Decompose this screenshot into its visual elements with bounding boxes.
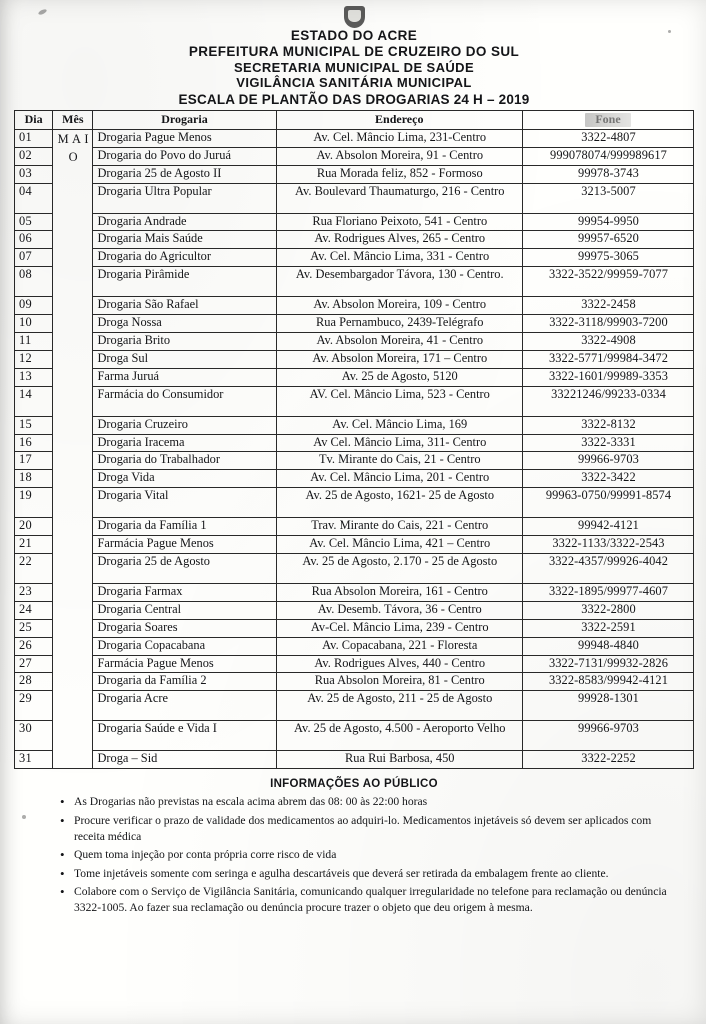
cell-dia: 28: [15, 673, 53, 691]
crest-container: [14, 6, 694, 28]
list-item: • Tome injetáveis somente com seringa e agulha descartáveis que deverá ser retirada da embalagem frente ao cliente.: [60, 866, 680, 882]
cell-drogaria: Farmácia do Consumidor: [93, 386, 276, 416]
cell-fone: 99928-1301: [522, 691, 693, 721]
cell-fone: 3322-3422: [522, 470, 693, 488]
cell-dia: 26: [15, 637, 53, 655]
cell-dia: 16: [15, 434, 53, 452]
cell-endereco: Av. Absolon Moreira, 91 - Centro: [276, 147, 522, 165]
cell-dia: 22: [15, 554, 53, 584]
cell-drogaria: Droga Vida: [93, 470, 276, 488]
table-header-row: [15, 111, 694, 129]
column-header-fone-label: Fone: [585, 113, 630, 126]
cell-drogaria: Drogaria Acre: [93, 691, 276, 721]
cell-dia: 25: [15, 619, 53, 637]
cell-endereco: Rua Absolon Moreira, 161 - Centro: [276, 584, 522, 602]
cell-fone: 3322-4357/99926-4042: [522, 554, 693, 584]
table-row: [15, 554, 694, 584]
cell-endereco: Tv. Mirante do Cais, 21 - Centro: [276, 452, 522, 470]
cell-dia: 06: [15, 231, 53, 249]
table-row: [15, 434, 694, 452]
cell-drogaria: Droga – Sid: [93, 751, 276, 769]
cell-dia: 24: [15, 601, 53, 619]
cell-drogaria: Drogaria São Rafael: [93, 297, 276, 315]
document-header: [14, 28, 694, 107]
cell-drogaria: Drogaria Mais Saúde: [93, 231, 276, 249]
cell-fone: 3322-1601/99989-3353: [522, 368, 693, 386]
table-row: [15, 470, 694, 488]
cell-mes: [53, 129, 93, 768]
cell-endereco: Av. Rodrigues Alves, 265 - Centro: [276, 231, 522, 249]
column-header-endereco: Endereço: [276, 111, 522, 129]
cell-endereco: Av. 25 de Agosto, 4.500 - Aeroporto Velho: [276, 721, 522, 751]
table-row: [15, 315, 694, 333]
list-item: • Quem toma injeção por conta própria corre risco de vida: [60, 847, 680, 863]
cell-endereco: Av. Desembargador Távora, 130 - Centro.: [276, 267, 522, 297]
cell-drogaria: Farma Juruá: [93, 368, 276, 386]
cell-fone: 99942-4121: [522, 518, 693, 536]
cell-drogaria: Drogaria 25 de Agosto II: [93, 165, 276, 183]
cell-dia: 11: [15, 332, 53, 350]
cell-drogaria: Drogaria Saúde e Vida I: [93, 721, 276, 751]
cell-endereco: Rua Floriano Peixoto, 541 - Centro: [276, 213, 522, 231]
table-row: [15, 332, 694, 350]
cell-fone: 3213-5007: [522, 183, 693, 213]
cell-endereco: Av. Cel. Mâncio Lima, 201 - Centro: [276, 470, 522, 488]
cell-dia: 14: [15, 386, 53, 416]
cell-dia: 29: [15, 691, 53, 721]
column-header-mes: Mês: [53, 111, 93, 129]
table-row: [15, 213, 694, 231]
cell-dia: 12: [15, 350, 53, 368]
cell-endereco: AV. Cel. Mâncio Lima, 523 - Centro: [276, 386, 522, 416]
table-row: [15, 751, 694, 769]
cell-endereco: Rua Absolon Moreira, 81 - Centro: [276, 673, 522, 691]
table-row: [15, 249, 694, 267]
table-row: [15, 673, 694, 691]
info-list: [60, 794, 680, 915]
cell-drogaria: Drogaria Iracema: [93, 434, 276, 452]
cell-dia: 15: [15, 416, 53, 434]
table-row: [15, 147, 694, 165]
table-row: [15, 386, 694, 416]
cell-endereco: Av. 25 de Agosto, 1621- 25 de Agosto: [276, 488, 522, 518]
cell-fone: 3322-8132: [522, 416, 693, 434]
cell-fone: 99963-0750/99991-8574: [522, 488, 693, 518]
cell-fone: 3322-3331: [522, 434, 693, 452]
table-row: [15, 655, 694, 673]
cell-fone: 3322-1133/3322-2543: [522, 536, 693, 554]
cell-drogaria: Drogaria Central: [93, 601, 276, 619]
cell-fone: 3322-2800: [522, 601, 693, 619]
cell-fone: 99975-3065: [522, 249, 693, 267]
cell-endereco: Av. Cel. Mâncio Lima, 331 - Centro: [276, 249, 522, 267]
cell-drogaria: Droga Nossa: [93, 315, 276, 333]
cell-dia: 27: [15, 655, 53, 673]
cell-dia: 20: [15, 518, 53, 536]
cell-dia: 02: [15, 147, 53, 165]
column-header-dia: Dia: [15, 111, 53, 129]
cell-fone: 99978-3743: [522, 165, 693, 183]
table-row: [15, 619, 694, 637]
header-line-department: VIGILÂNCIA SANITÁRIA MUNICIPAL: [236, 75, 472, 91]
cell-fone: 99966-9703: [522, 721, 693, 751]
table-row: [15, 691, 694, 721]
cell-dia: 04: [15, 183, 53, 213]
cell-endereco: Av. Absolon Moreira, 171 – Centro: [276, 350, 522, 368]
cell-drogaria: Farmácia Pague Menos: [93, 536, 276, 554]
page-title: ESCALA DE PLANTÃO DAS DROGARIAS 24 H – 2019: [178, 91, 530, 107]
cell-endereco: Av. Copacabana, 221 - Floresta: [276, 637, 522, 655]
cell-drogaria: Drogaria Pirâmide: [93, 267, 276, 297]
table-row: [15, 368, 694, 386]
cell-drogaria: Drogaria Brito: [93, 332, 276, 350]
list-item: • Procure verificar o prazo de validade dos medicamentos ao adquiri-lo. Medicamentos injetáveis só devem ser aplicados com receita médica: [60, 813, 680, 844]
header-line-city: PREFEITURA MUNICIPAL DE CRUZEIRO DO SUL: [188, 43, 520, 59]
cell-fone: 3322-8583/99942-4121: [522, 673, 693, 691]
table-row: [15, 416, 694, 434]
cell-endereco: Av. Absolon Moreira, 109 - Centro: [276, 297, 522, 315]
header-line-secretariat: SECRETARIA MUNICIPAL DE SAÚDE: [233, 59, 475, 75]
column-header-drogaria: Drogaria: [93, 111, 276, 129]
column-header-fone: [522, 111, 693, 129]
cell-endereco: Rua Pernambuco, 2439-Telégrafo: [276, 315, 522, 333]
cell-dia: 19: [15, 488, 53, 518]
schedule-table-body: [15, 129, 694, 768]
cell-fone: 99948-4840: [522, 637, 693, 655]
cell-dia: 30: [15, 721, 53, 751]
cell-dia: 18: [15, 470, 53, 488]
cell-fone: 3322-1895/99977-4607: [522, 584, 693, 602]
cell-drogaria: Drogaria 25 de Agosto: [93, 554, 276, 584]
table-row: [15, 488, 694, 518]
cell-drogaria: Drogaria Vital: [93, 488, 276, 518]
list-item: • As Drogarias não previstas na escala acima abrem das 08: 00 às 22:00 horas: [60, 794, 680, 810]
table-row: [15, 183, 694, 213]
cell-drogaria: Drogaria Andrade: [93, 213, 276, 231]
cell-dia: 23: [15, 584, 53, 602]
table-row: [15, 452, 694, 470]
schedule-table: [14, 110, 694, 769]
cell-endereco: Trav. Mirante do Cais, 221 - Centro: [276, 518, 522, 536]
cell-fone: 3322-4807: [522, 129, 693, 147]
cell-dia: 08: [15, 267, 53, 297]
table-row: [15, 721, 694, 751]
header-line-state: ESTADO DO ACRE: [290, 28, 418, 43]
cell-fone: 3322-2252: [522, 751, 693, 769]
cell-fone: 99954-9950: [522, 213, 693, 231]
cell-endereco: Av. 25 de Agosto, 211 - 25 de Agosto: [276, 691, 522, 721]
cell-drogaria: Drogaria do Agricultor: [93, 249, 276, 267]
cell-dia: 10: [15, 315, 53, 333]
cell-drogaria: Drogaria da Família 2: [93, 673, 276, 691]
cell-drogaria: Drogaria Pague Menos: [93, 129, 276, 147]
cell-endereco: Av. Boulevard Thaumaturgo, 216 - Centro: [276, 183, 522, 213]
cell-drogaria: Drogaria Ultra Popular: [93, 183, 276, 213]
table-row: [15, 350, 694, 368]
cell-drogaria: Drogaria Soares: [93, 619, 276, 637]
cell-fone: 3322-2458: [522, 297, 693, 315]
cell-dia: 17: [15, 452, 53, 470]
cell-fone: 33221246/99233-0334: [522, 386, 693, 416]
info-section-title: INFORMAÇÕES AO PÚBLICO: [270, 778, 438, 791]
cell-endereco: Rua Rui Barbosa, 450: [276, 751, 522, 769]
table-row: [15, 536, 694, 554]
table-row: [15, 165, 694, 183]
cell-drogaria: Farmácia Pague Menos: [93, 655, 276, 673]
cell-endereco: Av. Cel. Mâncio Lima, 231-Centro: [276, 129, 522, 147]
cell-endereco: Av. Desemb. Távora, 36 - Centro: [276, 601, 522, 619]
table-row: [15, 129, 694, 147]
table-row: [15, 601, 694, 619]
cell-dia: 09: [15, 297, 53, 315]
cell-drogaria: Drogaria do Trabalhador: [93, 452, 276, 470]
cell-fone: 3322-5771/99984-3472: [522, 350, 693, 368]
cell-endereco: Av. 25 de Agosto, 2.170 - 25 de Agosto: [276, 554, 522, 584]
cell-endereco: Av Cel. Mâncio Lima, 311- Centro: [276, 434, 522, 452]
cell-dia: 03: [15, 165, 53, 183]
cell-endereco: Av. 25 de Agosto, 5120: [276, 368, 522, 386]
cell-fone: 3322-3118/99903-7200: [522, 315, 693, 333]
table-row: [15, 518, 694, 536]
cell-drogaria: Drogaria Cruzeiro: [93, 416, 276, 434]
list-item: • Colabore com o Serviço de Vigilância Sanitária, comunicando qualquer irregularidade no telefone para reclamação ou denúncia 3322-1005. Ao fazer sua reclamação ou denúncia procure trazer o objeto que deu origem à mesma.: [60, 884, 680, 915]
cell-endereco: Av. Absolon Moreira, 41 - Centro: [276, 332, 522, 350]
cell-dia: 31: [15, 751, 53, 769]
coat-of-arms-icon: [344, 6, 365, 28]
cell-endereco: Av. Rodrigues Alves, 440 - Centro: [276, 655, 522, 673]
cell-drogaria: Drogaria Farmax: [93, 584, 276, 602]
cell-dia: 21: [15, 536, 53, 554]
cell-fone: 3322-4908: [522, 332, 693, 350]
cell-endereco: Av. Cel. Mâncio Lima, 169: [276, 416, 522, 434]
cell-fone: 999078074/999989617: [522, 147, 693, 165]
cell-drogaria: Drogaria do Povo do Juruá: [93, 147, 276, 165]
scan-artifact: [22, 815, 26, 819]
cell-endereco: Rua Morada feliz, 852 - Formoso: [276, 165, 522, 183]
cell-fone: 99957-6520: [522, 231, 693, 249]
cell-dia: 07: [15, 249, 53, 267]
cell-fone: 3322-3522/99959-7077: [522, 267, 693, 297]
cell-endereco: Av. Cel. Mâncio Lima, 421 – Centro: [276, 536, 522, 554]
month-label: M A I O: [57, 131, 90, 164]
table-row: [15, 231, 694, 249]
cell-endereco: Av-Cel. Mâncio Lima, 239 - Centro: [276, 619, 522, 637]
cell-fone: 3322-7131/99932-2826: [522, 655, 693, 673]
cell-dia: 13: [15, 368, 53, 386]
cell-drogaria: Drogaria Copacabana: [93, 637, 276, 655]
cell-drogaria: Drogaria da Família 1: [93, 518, 276, 536]
table-row: [15, 267, 694, 297]
cell-dia: 01: [15, 129, 53, 147]
cell-drogaria: Droga Sul: [93, 350, 276, 368]
cell-fone: 3322-2591: [522, 619, 693, 637]
table-row: [15, 637, 694, 655]
table-row: [15, 584, 694, 602]
cell-fone: 99966-9703: [522, 452, 693, 470]
cell-dia: 05: [15, 213, 53, 231]
table-row: [15, 297, 694, 315]
